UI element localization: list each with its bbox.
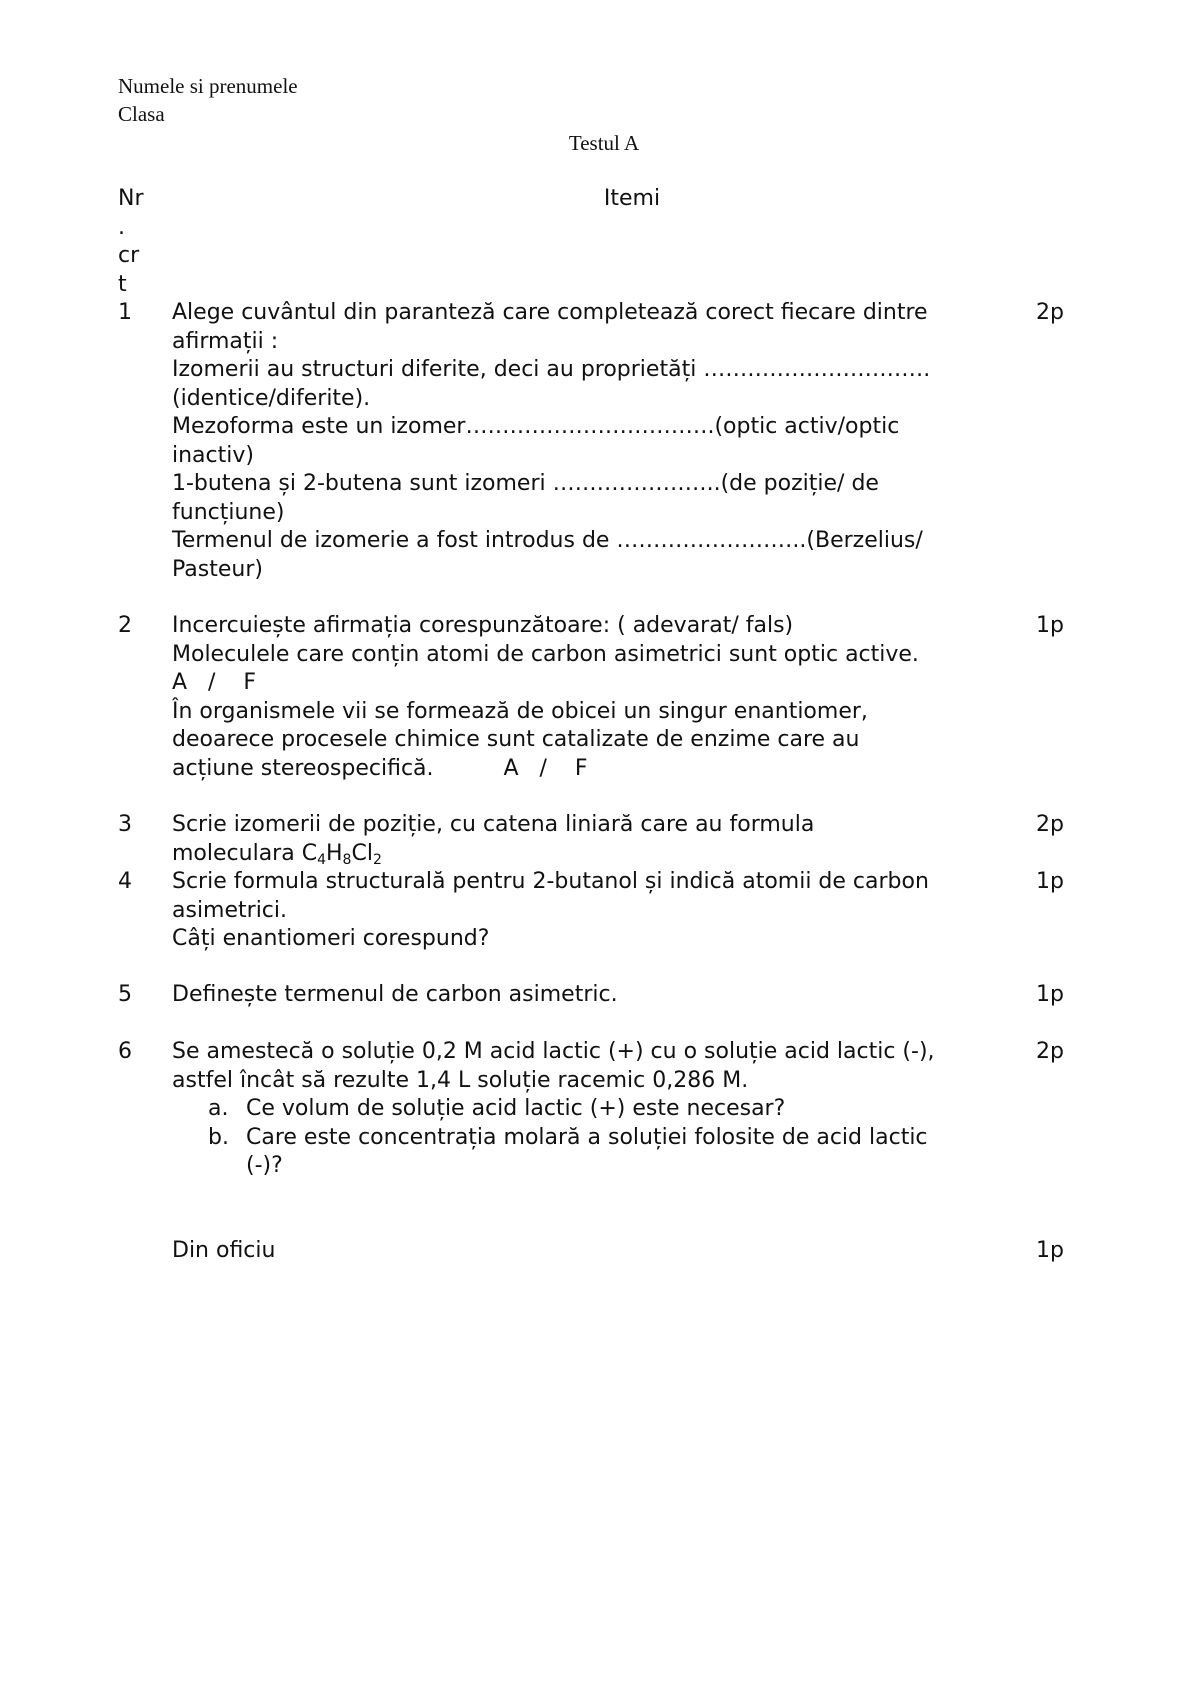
subitem-label: a. (208, 1096, 229, 1121)
item-line: Alege cuvântul din paranteză care completează corect fiecare dintre (172, 300, 928, 325)
item-line: Izomerii au structuri diferite, deci au proprietăți …………………………. (172, 357, 931, 382)
item-6-text (172, 1038, 1032, 1181)
item-line: astfel încât să rezulte 1,4 L soluție racemic 0,286 M. (172, 1067, 749, 1093)
item-points: 2p (1036, 812, 1064, 837)
item-number: 3 (118, 812, 132, 837)
item-number: 4 (118, 869, 132, 894)
column-header-itemi: Itemi (603, 186, 661, 211)
item-line: Se amestecă o soluție 0,2 M acid lactic (+) cu o soluție acid lactic (-), (172, 1039, 935, 1064)
column-header-nr-part: t (118, 271, 127, 297)
formula-subscript: 8 (342, 851, 352, 868)
item-line: 1-butena și 2-butena sunt izomeri …………………..(de poziție/ de (172, 471, 879, 496)
column-header-nr-part: . (118, 214, 125, 240)
item-line: Termenul de izomerie a fost introdus de ……………………..(Berzelius/ (172, 528, 923, 553)
subitem-text: (-)? (246, 1153, 283, 1178)
column-header-nr-crt (118, 185, 148, 299)
subitem-b (172, 1124, 1032, 1181)
item-points: 1p (1036, 869, 1064, 894)
formula-element: C (301, 840, 318, 866)
formula-subscript: 2 (372, 851, 382, 868)
subitem-label: b. (208, 1124, 229, 1150)
student-name-label: Numele si prenumele (118, 74, 298, 98)
item-5-text (172, 981, 1032, 1010)
formula-subscript: 4 (317, 851, 326, 868)
item-line: Scrie formula structurală pentru 2-butanol și indică atomii de carbon (172, 869, 929, 894)
item-line: asimetrici. (172, 897, 288, 923)
item-number: 2 (118, 613, 132, 638)
formula-element: Cl (351, 840, 373, 866)
item-line: Definește termenul de carbon asimetric. (172, 982, 618, 1007)
true-false-choice: A / F (503, 755, 588, 781)
item-number: 5 (118, 982, 132, 1007)
subitem-text: Ce volum de soluție acid lactic (+) este necesar? (246, 1096, 786, 1121)
item-line: În organismele vii se formează de obicei un singur enantiomer, (172, 698, 868, 724)
item-number: 6 (118, 1039, 132, 1064)
item-line: deoarece procesele chimice sunt catalizate de enzime care au (172, 727, 860, 752)
molecular-formula-line (172, 840, 1032, 869)
column-header-nr-part: cr (118, 243, 140, 268)
true-false-choice: A / F (172, 670, 257, 695)
item-line: acțiune stereospecifică. (172, 755, 434, 781)
item-line: Moleculele care conțin atomi de carbon asimetrici sunt optic active. (172, 641, 919, 667)
item-points: 2p (1036, 1039, 1064, 1064)
item-4-text (172, 868, 1032, 954)
subitem-a (172, 1095, 1032, 1124)
item-number: 1 (118, 300, 132, 325)
subitem-text: Care este concentrația molară a soluției folosite de acid lactic (246, 1124, 928, 1150)
column-header-nr-part: Nr (118, 186, 144, 211)
item-2-text (172, 612, 1032, 783)
item-3-text (172, 811, 1032, 868)
item-points: 1p (1036, 613, 1064, 638)
formula-element: H (326, 840, 343, 866)
formula-prefix: moleculara (172, 840, 302, 866)
item-line: Mezoforma este un izomer…………………………….(optic activ/optic (172, 414, 900, 439)
item-line: Pasteur) (172, 556, 263, 582)
item-line: funcțiune) (172, 499, 285, 525)
item-line: inactiv) (172, 442, 254, 468)
item-line: Incercuiește afirmația corespunzătoare: ( adevarat/ fals) (172, 613, 794, 638)
item-line: Câți enantiomeri corespund? (172, 926, 490, 951)
item-line: (identice/diferite). (172, 385, 371, 411)
item-points: 2p (1036, 300, 1064, 325)
item-points: 1p (1036, 982, 1064, 1007)
item-1-text (172, 299, 1032, 584)
item-line: Scrie izomerii de poziție, cu catena liniară care au formula (172, 812, 815, 837)
item-line: afirmații : (172, 328, 279, 354)
test-title: Testul A (568, 131, 640, 155)
din-oficiu-label: Din oficiu (172, 1238, 276, 1263)
class-label: Clasa (118, 102, 165, 126)
din-oficiu-points: 1p (1036, 1238, 1064, 1263)
